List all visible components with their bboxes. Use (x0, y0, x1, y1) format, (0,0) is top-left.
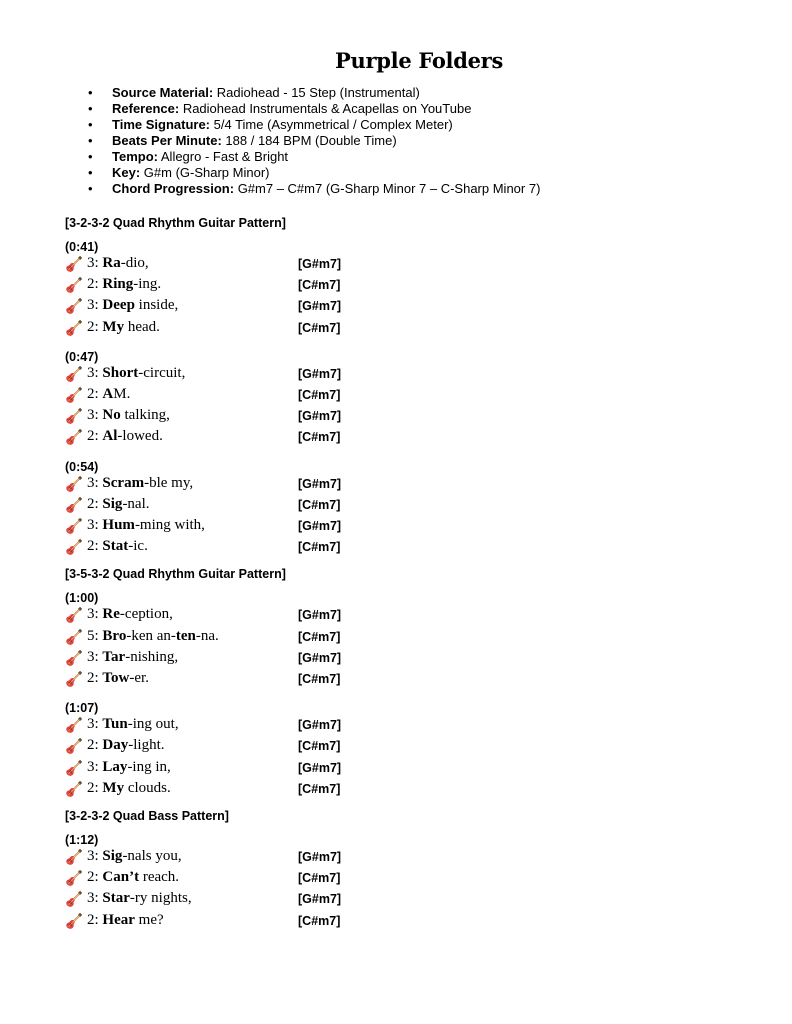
beat-count: 3: (87, 407, 103, 424)
stressed-syllable: Bro (102, 627, 127, 644)
chord-label: [G#m7] (298, 608, 342, 623)
chord-label: [C#m7] (298, 388, 341, 402)
chord-label: [C#m7] (298, 871, 341, 886)
beat-count: 2: (87, 779, 103, 796)
guitar-icon (65, 518, 82, 535)
bullet-icon: • (88, 85, 93, 100)
lyric-line (65, 890, 485, 911)
lyric-line (65, 517, 485, 538)
stressed-syllable: Star (102, 890, 130, 907)
lyric-text (87, 780, 171, 797)
timestamp: (1:00) (65, 591, 99, 606)
beat-count: 2: (87, 869, 103, 886)
lyric-line (65, 319, 485, 340)
info-item (88, 165, 540, 181)
guitar-icon (65, 671, 82, 688)
lyric-text (87, 538, 148, 555)
chord-label: [G#m7] (298, 760, 342, 775)
stressed-syllable: Hum (102, 517, 135, 533)
beat-count: 2: (87, 276, 103, 293)
info-value: 5/4 Time (Asymmetrical / Complex Meter) (210, 117, 453, 132)
lyric-text (87, 475, 193, 492)
lyric-text (87, 365, 185, 382)
info-item (88, 101, 540, 117)
timestamp: (1:12) (65, 833, 99, 847)
syllable: me? (134, 911, 164, 928)
info-value: Radiohead Instrumentals & Acapellas on YouTube (179, 101, 472, 116)
beat-count: 2: (87, 386, 103, 402)
syllable: -ic. (128, 538, 148, 555)
lyric-text (87, 737, 165, 754)
guitar-icon (65, 650, 82, 667)
stressed-syllable: Sig (102, 848, 123, 864)
syllable: talking, (120, 407, 170, 424)
beat-count: 3: (87, 648, 103, 665)
stressed-syllable: Stat (102, 538, 129, 555)
lyric-text (87, 670, 149, 687)
beat-count: 2: (87, 428, 103, 445)
lyric-line (65, 297, 485, 318)
chord-label: [G#m7] (298, 850, 342, 864)
chord-label: [G#m7] (298, 409, 342, 424)
guitar-icon (65, 717, 82, 734)
syllable: M. (113, 386, 131, 402)
stressed-syllable: Deep (102, 297, 135, 314)
chord-label: [G#m7] (298, 299, 342, 314)
lyric-line (65, 538, 485, 559)
beat-count: 3: (87, 517, 103, 533)
beat-count: 5: (87, 627, 103, 644)
beat-count: 3: (87, 606, 103, 623)
beat-count: 3: (87, 716, 103, 733)
beat-count: 3: (87, 255, 103, 271)
chord-label: [G#m7] (298, 718, 342, 733)
lyric-text (87, 496, 150, 513)
lyric-text (87, 606, 173, 623)
beat-count: 3: (87, 890, 103, 907)
lyric-line (65, 737, 485, 758)
guitar-icon (65, 256, 82, 273)
chord-label: [G#m7] (298, 366, 342, 381)
lyric-text (87, 428, 163, 445)
lyric-text (87, 759, 171, 776)
syllable: -ken an- (126, 627, 176, 644)
lyric-text (87, 869, 179, 886)
syllable: -ception, (119, 606, 173, 623)
lyric-text (87, 890, 192, 907)
beat-count: 3: (87, 364, 103, 381)
lyric-text (87, 716, 179, 733)
guitar-icon (65, 476, 82, 493)
beat-count: 2: (87, 737, 103, 754)
bullet-icon: • (88, 117, 93, 132)
timestamp: (0:47) (65, 349, 99, 364)
guitar-icon (65, 366, 82, 383)
info-item (88, 181, 540, 197)
chord-label: [C#m7] (298, 629, 341, 644)
document-title: Purple Folders (335, 48, 503, 73)
info-item (88, 85, 540, 101)
guitar-icon (65, 408, 82, 425)
lyric-line (65, 759, 485, 780)
beat-count: 2: (87, 538, 103, 555)
guitar-icon (65, 277, 82, 294)
stressed-syllable: Re (102, 606, 120, 623)
bullet-icon: • (88, 133, 93, 148)
stressed-syllable: ten (175, 627, 196, 644)
guitar-icon (65, 738, 82, 755)
timestamp: (0:41) (65, 240, 99, 254)
info-value: G#m7 – C#m7 (G-Sharp Minor 7 – C-Sharp Minor 7) (234, 181, 541, 196)
chord-label: [G#m7] (298, 257, 342, 271)
lyric-text (87, 517, 205, 534)
lyric-text (87, 319, 160, 336)
chord-label: [C#m7] (298, 497, 341, 512)
info-item (88, 117, 540, 133)
info-value: G#m (G-Sharp Minor) (140, 165, 270, 180)
lyric-text (87, 628, 219, 645)
guitar-icon (65, 607, 82, 624)
syllable: -er. (129, 670, 149, 686)
stressed-syllable: Al (102, 428, 118, 445)
chord-label: [C#m7] (298, 781, 341, 796)
guitar-icon (65, 629, 82, 646)
info-item (88, 133, 540, 149)
lyric-line (65, 475, 485, 496)
syllable: reach. (139, 869, 180, 886)
info-label: Key: (112, 165, 141, 180)
lyric-line (65, 869, 485, 890)
chord-label: [G#m7] (298, 892, 342, 907)
chord-label: [C#m7] (298, 320, 341, 335)
syllable: -light. (128, 737, 165, 754)
guitar-icon (65, 320, 82, 337)
lyric-line (65, 912, 485, 933)
syllable: -na. (195, 627, 219, 644)
bullet-icon: • (88, 181, 93, 196)
lyric-line (65, 255, 485, 276)
syllable: -lowed. (117, 428, 163, 445)
info-label: Beats Per Minute: (112, 133, 222, 148)
guitar-icon (65, 760, 82, 777)
beat-count: 3: (87, 474, 103, 491)
chord-label: [C#m7] (298, 430, 341, 445)
guitar-icon (65, 497, 82, 514)
syllable: -ing. (133, 276, 162, 293)
chord-label: [G#m7] (298, 519, 342, 533)
lyric-text (87, 407, 170, 424)
syllable: -ble my, (144, 474, 194, 491)
beat-count: 2: (87, 670, 103, 686)
bullet-icon: • (88, 149, 93, 164)
syllable: -nal. (122, 495, 150, 512)
syllable: -dio, (120, 255, 149, 271)
syllable: -ing in, (127, 758, 171, 775)
info-label: Tempo: (112, 149, 158, 164)
stressed-syllable: Ra (102, 255, 121, 271)
guitar-icon (65, 870, 82, 887)
stressed-syllable: Lay (102, 758, 128, 775)
syllable: -circuit, (138, 364, 186, 381)
syllable: -ing out, (127, 716, 179, 733)
beat-count: 2: (87, 495, 103, 512)
stressed-syllable: Scram (102, 474, 145, 491)
info-label: Source Material: (112, 85, 214, 100)
info-value: 188 / 184 BPM (Double Time) (221, 133, 397, 148)
lyric-line (65, 716, 485, 737)
beat-count: 2: (87, 911, 103, 928)
lyric-line (65, 848, 485, 869)
info-value: Allegro - Fast & Bright (157, 149, 289, 164)
lyric-text (87, 649, 178, 666)
lyric-text (87, 276, 161, 293)
chord-label: [G#m7] (298, 476, 342, 491)
lyric-text (87, 386, 130, 403)
lyric-line (65, 365, 485, 386)
stressed-syllable: My (102, 779, 125, 796)
stressed-syllable: Can’t (102, 869, 140, 886)
info-item (88, 149, 540, 165)
beat-count: 3: (87, 848, 103, 864)
syllable: inside, (134, 297, 179, 314)
lyric-line (65, 428, 485, 449)
guitar-icon (65, 539, 82, 556)
stressed-syllable: Day (102, 737, 129, 754)
lyric-text (87, 912, 164, 929)
timestamp: (1:07) (65, 701, 99, 716)
stressed-syllable: My (102, 318, 125, 335)
guitar-icon (65, 891, 82, 908)
chord-label: [C#m7] (298, 672, 341, 686)
stressed-syllable: Ring (102, 276, 134, 293)
info-value: Radiohead - 15 Step (Instrumental) (213, 85, 420, 100)
lyric-line (65, 780, 485, 801)
lyric-line (65, 407, 485, 428)
stressed-syllable: A (102, 386, 114, 402)
lyric-text (87, 297, 178, 314)
chord-label: [C#m7] (298, 913, 341, 928)
lyric-line (65, 628, 485, 649)
beat-count: 2: (87, 318, 103, 335)
guitar-icon (65, 913, 82, 930)
lyric-line (65, 386, 485, 407)
guitar-icon (65, 387, 82, 404)
stressed-syllable: Short (102, 364, 139, 381)
section-heading: [3-2-3-2 Quad Rhythm Guitar Pattern] (65, 216, 286, 230)
bullet-icon: • (88, 101, 93, 116)
stressed-syllable: Sig (102, 495, 123, 512)
guitar-icon (65, 429, 82, 446)
section-heading: [3-2-3-2 Quad Bass Pattern] (65, 809, 229, 823)
stressed-syllable: No (102, 407, 121, 424)
syllable: -ry nights, (129, 890, 192, 907)
info-label: Reference: (112, 101, 180, 116)
lyric-line (65, 606, 485, 627)
guitar-icon (65, 849, 82, 866)
syllable: -nals you, (122, 848, 182, 864)
guitar-icon (65, 781, 82, 798)
syllable: -ming with, (134, 517, 205, 533)
stressed-syllable: Hear (102, 911, 135, 928)
section-heading: [3-5-3-2 Quad Rhythm Guitar Pattern] (65, 567, 286, 582)
stressed-syllable: Tar (102, 648, 126, 665)
timestamp: (0:54) (65, 459, 99, 474)
lyric-line (65, 649, 485, 670)
beat-count: 3: (87, 297, 103, 314)
song-info-list (88, 85, 540, 197)
syllable: -nishing, (125, 648, 179, 665)
chord-label: [C#m7] (298, 278, 341, 293)
info-label: Time Signature: (112, 117, 211, 132)
chord-label: [C#m7] (298, 739, 341, 754)
lyric-line (65, 670, 485, 691)
syllable: clouds. (124, 779, 171, 796)
bullet-icon: • (88, 165, 93, 180)
lyric-text (87, 255, 149, 272)
guitar-icon (65, 298, 82, 315)
lyric-line (65, 276, 485, 297)
lyric-text (87, 848, 182, 865)
syllable: head. (124, 318, 160, 335)
stressed-syllable: Tun (102, 716, 128, 733)
chord-label: [G#m7] (298, 650, 342, 665)
stressed-syllable: Tow (102, 670, 130, 686)
beat-count: 3: (87, 758, 103, 775)
lyric-line (65, 496, 485, 517)
info-label: Chord Progression: (112, 181, 235, 196)
chord-label: [C#m7] (298, 540, 341, 555)
